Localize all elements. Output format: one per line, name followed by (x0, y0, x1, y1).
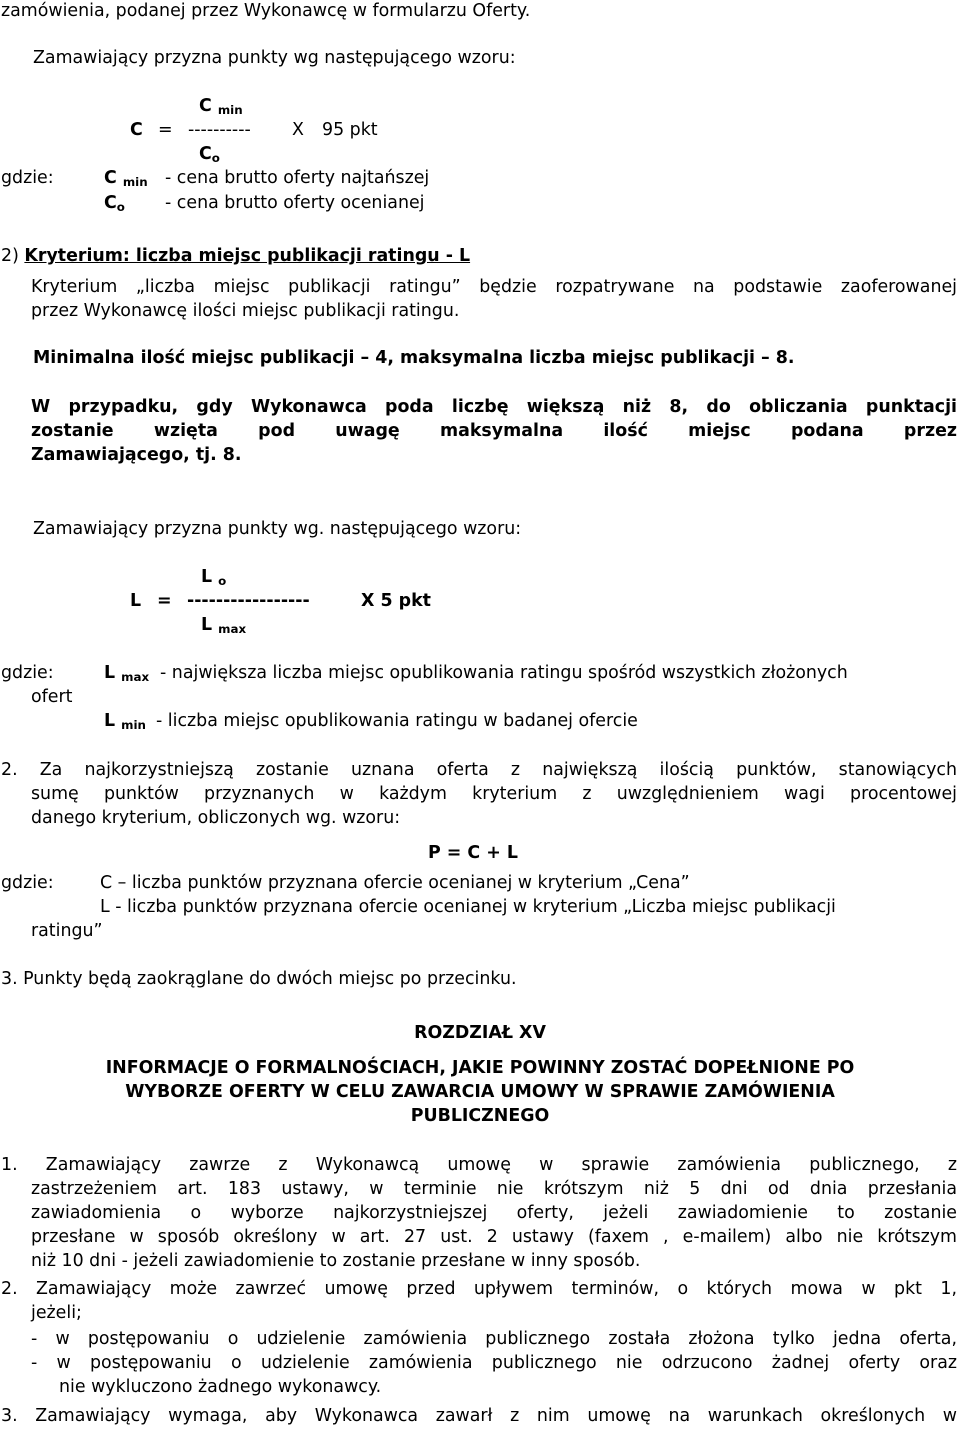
text-line: zamówienia, podanej przez Wykonawcę w formularzu Oferty. (1, 1, 531, 21)
formula-total: P = C + L (428, 843, 518, 863)
chapter-title: ROZDZIAŁ XV (414, 1023, 546, 1043)
chapter-heading-line: PUBLICZNEGO (410, 1106, 550, 1126)
list-item-line: niż 10 dni - jeżeli zawiadomienie to zostanie przesłane w inny sposób. (31, 1251, 641, 1271)
bullet-line: - w postępowaniu o udzielenie zamówienia publicznego została złożona tylko jedna oferta, (31, 1329, 957, 1349)
bold-note-line: W przypadku, gdy Wykonawca poda liczbę większą niż 8, do obliczania punktacji (31, 397, 957, 417)
formula-points: 95 pkt (322, 120, 378, 140)
definition-text: ofert (31, 687, 73, 707)
text-line: Zamawiający przyzna punkty wg następującego wzoru: (33, 48, 516, 68)
chapter-heading-line: WYBORZE OFERTY W CELU ZAWARCIA UMOWY W SPRAWIE ZAMÓWIENIA (125, 1082, 835, 1102)
formula-eq: = (157, 591, 172, 611)
list-item-line: przesłane w sposób określony w art. 27 ust. 2 ustawy (faxem , e-mailem) albo nie krótszym (31, 1227, 957, 1247)
gdzie-label: gdzie: (1, 663, 54, 683)
formula-denominator: L $_{max}$ (201, 615, 247, 636)
list-item-line: 3. Zamawiający wymaga, aby Wykonawca zawarł z nim umowę na warunkach określonych w (1, 1406, 957, 1426)
list-item-line: zastrzeżeniem art. 183 ustawy, w terminie nie krótszym niż 5 dni od dnia przesłania (31, 1179, 957, 1199)
bullet-line: - w postępowaniu o udzielenie zamówienia publicznego nie odrzucono żadnej oferty oraz (31, 1353, 957, 1373)
definition-text: - cena brutto oferty ocenianej (165, 193, 425, 213)
definition-text: - liczba miejsc opublikowania ratingu w badanej ofercie (156, 711, 638, 731)
text-line: Kryterium „liczba miejsc publikacji ratingu” będzie rozpatrywane na podstawie zaoferowanej (31, 277, 957, 297)
criterion-heading: 2) Kryterium: liczba miejsc publikacji ratingu - L (1, 246, 471, 266)
text-line: sumę punktów przyznanych w każdym kryterium z uwzględnieniem wagi procentowej (31, 784, 957, 804)
definition-symbol: L $_{max}$ (104, 663, 150, 684)
formula-fraction-line: ----------------- (187, 591, 310, 611)
list-item-line: zawiadomienia o wyborze najkorzystniejszej oferty, jeżeli zawiadomienie to zostanie (31, 1203, 957, 1223)
text-line: 3. Punkty będą zaokrąglane do dwóch miejsc po przecinku. (1, 969, 517, 989)
formula-mult: X (292, 120, 304, 140)
definition-text: - cena brutto oferty najtańszej (165, 168, 430, 188)
definition-symbol: $C_o$ (104, 193, 125, 214)
minmax-note: Minimalna ilość miejsc publikacji – 4, maksymalna liczba miejsc publikacji – 8. (33, 348, 795, 368)
text-line: danego kryterium, obliczonych wg. wzoru: (31, 808, 401, 828)
list-item-line: 2. Zamawiający może zawrzeć umowę przed upływem terminów, o których mowa w pkt 1, (1, 1279, 957, 1299)
bold-note-line: Zamawiającego, tj. 8. (31, 445, 242, 465)
formula-numerator: L $_o$ (201, 567, 227, 588)
gdzie-label: gdzie: (1, 873, 54, 893)
definition-text: ratingu” (31, 921, 103, 941)
gdzie-label: gdzie: (1, 168, 54, 188)
definition-text: - największa liczba miejsc opublikowania ratingu spośród wszystkich złożonych (160, 663, 848, 683)
definition-text: C – liczba punktów przyznana ofercie ocenianej w kryterium „Cena” (100, 873, 690, 893)
definition-symbol: C $_{min}$ (104, 168, 148, 189)
formula-lhs: C (130, 120, 143, 140)
bullet-line: nie wykluczono żadnego wykonawcy. (59, 1377, 382, 1397)
formula-fraction-line: ---------- (188, 120, 251, 140)
formula-eq: = (158, 120, 173, 140)
text-line: 2. Za najkorzystniejszą zostanie uznana oferta z największą ilością punktów, stanowiących (1, 760, 957, 780)
text-line: Zamawiający przyzna punkty wg. następującego wzoru: (33, 519, 522, 539)
formula-denominator: $C_o$ (199, 144, 220, 165)
bold-note-line: zostanie wzięta pod uwagę maksymalna ilość miejsc podana przez (31, 421, 957, 441)
list-item-line: 1. Zamawiający zawrze z Wykonawcą umowę w sprawie zamówienia publicznego, z (1, 1155, 957, 1175)
formula-lhs: L (130, 591, 142, 611)
definition-text: L - liczba punktów przyznana ofercie ocenianej w kryterium „Liczba miejsc publikacji (100, 897, 836, 917)
list-item-line: jeżeli; (31, 1303, 82, 1323)
text-line: przez Wykonawcę ilości miejsc publikacji ratingu. (31, 301, 460, 321)
chapter-heading-line: INFORMACJE O FORMALNOŚCIACH, JAKIE POWINNY ZOSTAĆ DOPEŁNIONE PO (105, 1058, 855, 1078)
definition-symbol: L $_{min}$ (104, 711, 146, 732)
formula-points: X 5 pkt (361, 591, 431, 611)
formula-numerator: C $_{min}$ (199, 96, 243, 117)
